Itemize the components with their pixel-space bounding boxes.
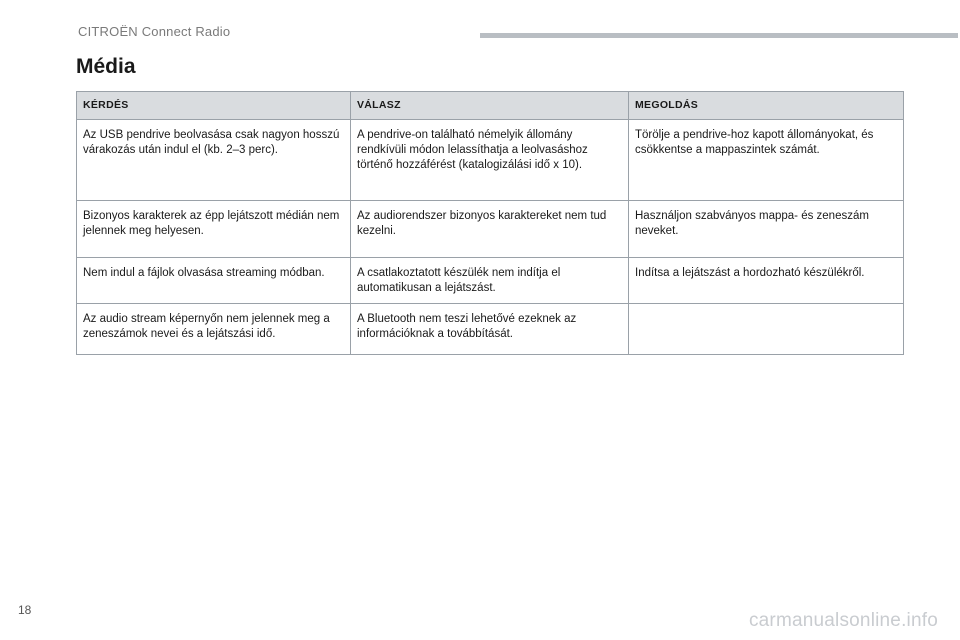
header-rule — [480, 33, 958, 38]
page-number: 18 — [18, 603, 32, 617]
column-header-question: KÉRDÉS — [77, 92, 351, 120]
running-header: CITROËN Connect Radio — [78, 24, 231, 39]
table-row — [77, 258, 904, 304]
solution-cell — [629, 304, 904, 355]
question-cell: Az USB pendrive beolvasása csak nagyon hosszú várakozás után indul el (kb. 2–3 perc). — [77, 120, 351, 201]
faq-table — [76, 91, 904, 355]
table-row — [77, 304, 904, 355]
section-title: Média — [76, 55, 136, 78]
column-header-solution: MEGOLDÁS — [629, 92, 904, 120]
table-header-row — [77, 92, 904, 120]
answer-cell: A csatlakoztatott készülék nem indítja el automatikusan a lejátszást. — [351, 258, 629, 304]
solution-cell: Használjon szabványos mappa- és zeneszám neveket. — [629, 201, 904, 258]
column-header-answer: VÁLASZ — [351, 92, 629, 120]
table-row — [77, 120, 904, 201]
solution-cell: Törölje a pendrive-hoz kapott állományokat, és csökkentse a mappaszintek számát. — [629, 120, 904, 201]
answer-cell: A pendrive-on található némelyik állomány rendkívüli módon lelassíthatja a leolvasáshoz történő hozzáférést (katalogizálási idő x 10). — [351, 120, 629, 201]
question-cell: Nem indul a fájlok olvasása streaming módban. — [77, 258, 351, 304]
table-row — [77, 201, 904, 258]
watermark: carmanualsonline.info — [748, 610, 938, 631]
answer-cell: A Bluetooth nem teszi lehetővé ezeknek az információknak a továbbítását. — [351, 304, 629, 355]
answer-cell: Az audiorendszer bizonyos karaktereket nem tud kezelni. — [351, 201, 629, 258]
solution-cell: Indítsa a lejátszást a hordozható készülékről. — [629, 258, 904, 304]
question-cell: Az audio stream képernyőn nem jelennek meg a zeneszámok nevei és a lejátszási idő. — [77, 304, 351, 355]
question-cell: Bizonyos karakterek az épp lejátszott médián nem jelennek meg helyesen. — [77, 201, 351, 258]
